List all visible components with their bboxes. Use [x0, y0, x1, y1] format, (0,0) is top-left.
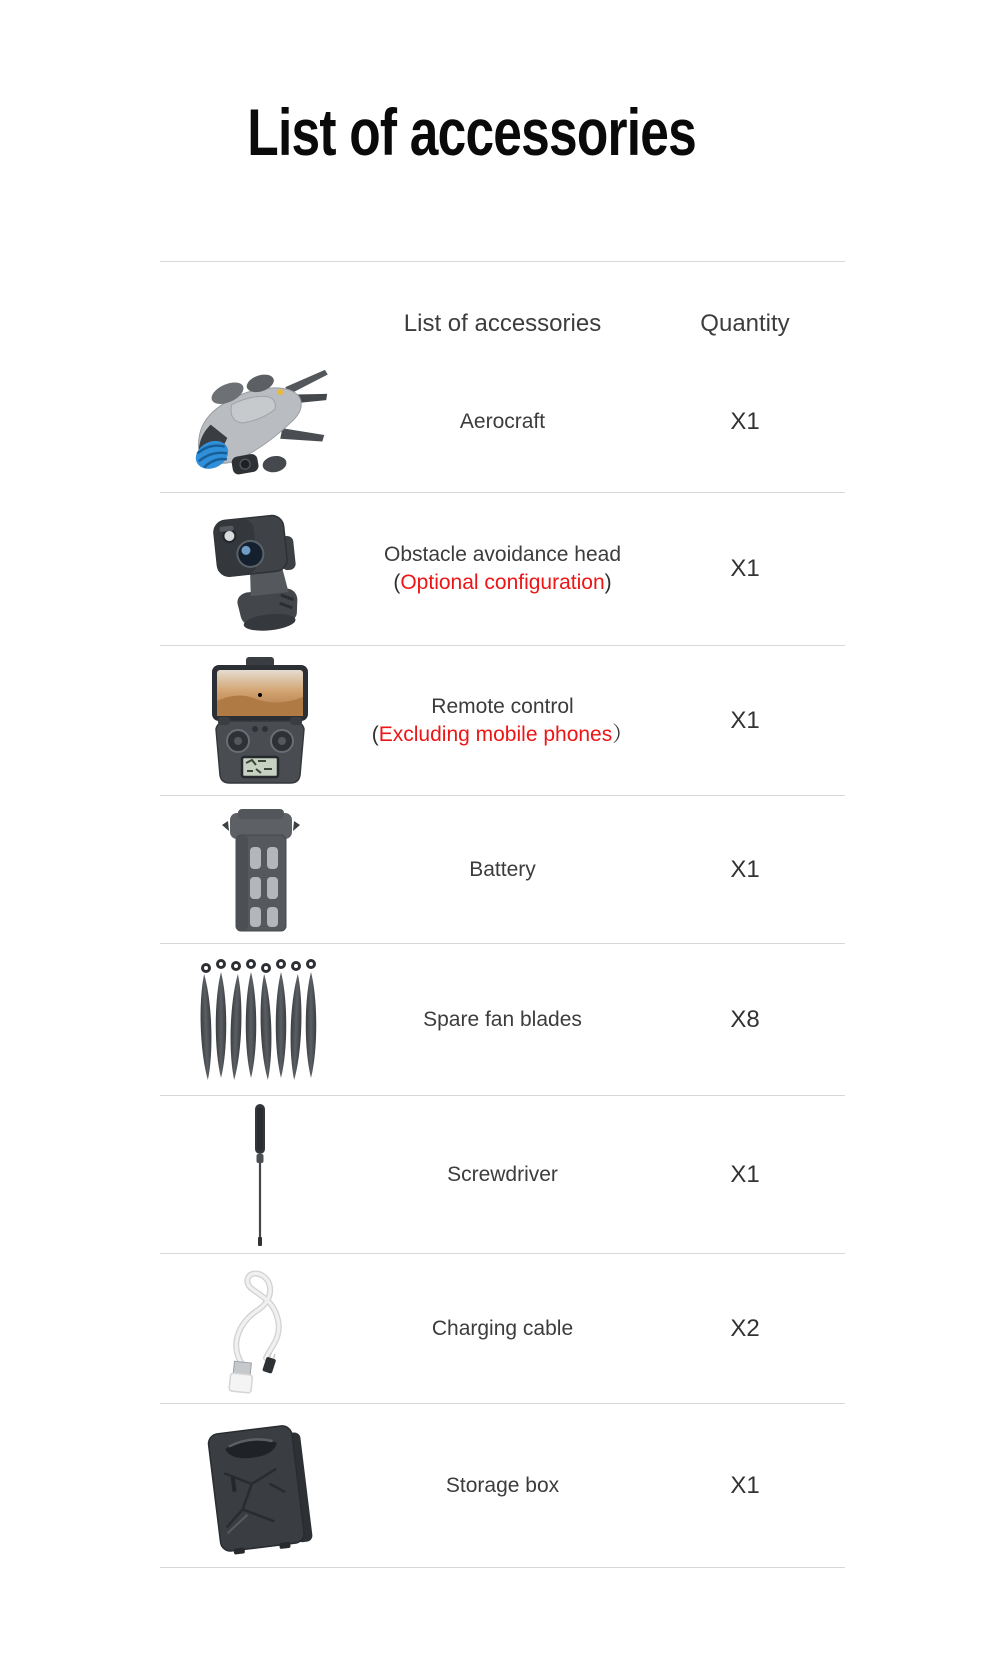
table-row: [160, 1404, 845, 1568]
note-open-paren: (: [371, 722, 379, 746]
table-row: [160, 352, 845, 493]
accessory-name: Battery: [469, 857, 536, 881]
accessory-note: [360, 721, 645, 749]
accessory-name-block: [360, 541, 645, 596]
battery-image: [160, 807, 360, 933]
accessory-name-block: [360, 693, 645, 748]
quantity-value: X1: [730, 1471, 760, 1499]
fan-blades-image: [160, 950, 360, 1090]
note-red-text: Optional configuration: [400, 571, 605, 594]
quantity-value: X1: [730, 855, 760, 883]
quantity-value: X1: [730, 555, 760, 582]
quantity-value: X2: [730, 1314, 760, 1342]
quantity-value: X8: [730, 1005, 760, 1033]
usb-cable-image: [160, 1264, 360, 1394]
header-quantity-label: Quantity: [700, 310, 790, 337]
page-title: List of accessories: [247, 95, 697, 169]
table-header-row: [160, 262, 845, 352]
table-row: [160, 944, 845, 1096]
header-accessories-label: List of accessories: [403, 310, 602, 337]
accessory-name: Charging cable: [431, 1316, 574, 1340]
accessory-name: Aerocraft: [459, 410, 546, 434]
table-row: [160, 1254, 845, 1404]
quantity-value: X1: [730, 1160, 760, 1188]
table-row: [160, 646, 845, 796]
screwdriver-image: [160, 1100, 360, 1250]
drone-image: [160, 354, 360, 490]
header-image-spacer: [160, 338, 360, 352]
note-close-paren: ): [604, 571, 612, 594]
table-row: [160, 796, 845, 944]
accessory-name: Remote control: [431, 694, 574, 718]
remote-control-image: [160, 657, 360, 785]
quantity-value: X1: [730, 408, 760, 435]
note-close-paren: ）: [612, 722, 634, 746]
accessory-name: Screwdriver: [447, 1162, 558, 1186]
accessory-name: Spare fan blades: [423, 1007, 582, 1031]
quantity-value: X1: [730, 706, 760, 734]
accessory-name: Obstacle avoidance head: [384, 543, 621, 567]
accessory-note: [360, 569, 645, 597]
table-row: [160, 1096, 845, 1254]
table-row: [160, 493, 845, 646]
note-open-paren: (: [393, 571, 401, 594]
accessory-name: Storage box: [445, 1473, 560, 1497]
storage-box-image: [160, 1411, 360, 1561]
accessories-table: [160, 261, 845, 1568]
note-red-text: Excluding mobile phones: [378, 722, 613, 746]
gimbal-camera-image: [160, 505, 360, 633]
